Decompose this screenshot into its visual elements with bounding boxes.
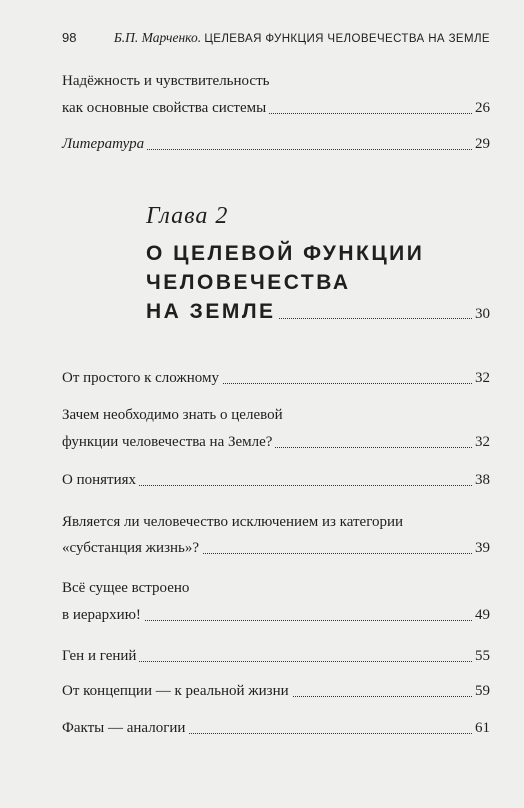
toc-entry-page: 26 (472, 97, 490, 119)
toc-entry-text: Является ли человечество исключением из категории (62, 511, 406, 533)
toc-entry-text: От простого к сложному (62, 367, 222, 389)
toc-entry-text: Ген и гений (62, 645, 139, 667)
toc-entry-page: 32 (472, 431, 490, 453)
toc-entry-line (62, 537, 490, 559)
toc-entry-line (62, 70, 490, 92)
toc-entry-page: 39 (472, 537, 490, 559)
toc-entry-text: Надёжность и чувствительность (62, 70, 272, 92)
toc-entry-text: функции человечества на Земле? (62, 431, 275, 453)
chapter-title-line: О ЦЕЛЕВОЙ ФУНКЦИИ (146, 242, 425, 265)
toc-entry-page: 55 (472, 645, 490, 667)
toc-entry-page: 32 (472, 367, 490, 389)
toc-entry-line (62, 133, 490, 155)
toc-entry-text: в иерархию! (62, 604, 144, 626)
chapter-label: Глава 2 (146, 203, 229, 229)
toc-entry-text: Всё сущее встроено (62, 577, 192, 599)
running-header (62, 30, 490, 50)
toc-entry-line (62, 469, 490, 491)
toc-entry-page: 38 (472, 469, 490, 491)
chapter-title-line: ЧЕЛОВЕЧЕСТВА (146, 271, 351, 294)
toc-entry-line (62, 431, 490, 453)
header-author: Б.П. Марченко. (113, 30, 202, 45)
toc-entry-text: Зачем необходимо знать о целевой (62, 404, 286, 426)
toc-entry-page: 59 (472, 680, 490, 702)
chapter-title-entry (146, 297, 490, 327)
toc-entry-page: 61 (472, 717, 490, 739)
toc-entry-line (62, 680, 490, 702)
toc-entry-text: как основные свойства системы (62, 97, 269, 119)
toc-entry-text: О понятиях (62, 469, 139, 491)
chapter-title-line: НА ЗЕМЛЕ (146, 297, 279, 327)
toc-entry-line (62, 577, 490, 599)
toc-entry-text: От концепции — к реальной жизни (62, 680, 292, 702)
toc-entry-line (62, 404, 490, 426)
header-book-title: ЦЕЛЕВАЯ ФУНКЦИЯ ЧЕЛОВЕЧЕСТВА НА ЗЕМЛЕ (204, 33, 490, 45)
running-title (114, 30, 490, 46)
toc-entry-line (62, 645, 490, 667)
toc-entry-page: 30 (472, 303, 490, 325)
toc-entry-line (62, 97, 490, 119)
toc-entry-line (62, 717, 490, 739)
toc-entry-text: Факты — аналогии (62, 717, 188, 739)
toc-entry-text: «субстанция жизнь»? (62, 537, 202, 559)
toc-entry-page: 49 (472, 604, 490, 626)
toc-entry-line (62, 604, 490, 626)
toc-entry-line (62, 367, 490, 389)
toc-entry-line (62, 511, 490, 533)
toc-entry-text: Литература (62, 133, 147, 155)
page-number: 98 (62, 30, 77, 45)
toc-entry-page: 29 (472, 133, 490, 155)
